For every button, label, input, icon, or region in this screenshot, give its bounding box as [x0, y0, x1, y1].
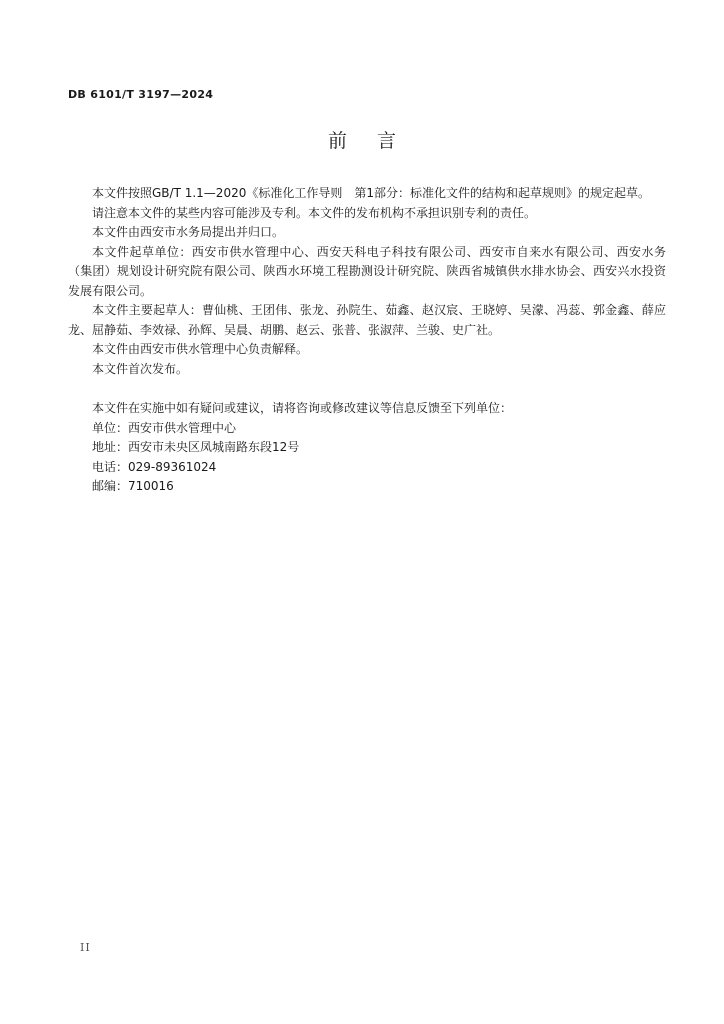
- paragraph-patent-notice: 请注意本文件的某些内容可能涉及专利。本文件的发布机构不承担识别专利的责任。: [92, 205, 537, 220]
- paragraph-interpretation: 本文件由西安市供水管理中心负责解释。: [92, 342, 309, 356]
- page-number: II: [80, 941, 91, 954]
- paragraph-proposer: 本文件由西安市水务局提出并归口。: [92, 225, 285, 239]
- contact-postcode: 邮编：710016: [92, 479, 174, 493]
- paragraph-drafters: 本文件主要起草人：曹仙桃、王团伟、张龙、孙院生、茹鑫、赵汉宸、王晓婷、吴濛、冯蕊、郭金鑫、薛应龙、屈静茹、李效禄、孙辉、吴晨、胡鹏、赵云、张普、张淑萍、兰骏、史广社。: [68, 303, 666, 337]
- contact-intro: 本文件在实施中如有疑问或建议，请将咨询或修改建议等信息反馈至下列单位：: [92, 401, 513, 415]
- contact-phone: 电话：029-89361024: [92, 459, 217, 474]
- document-id: DB 6101/T 3197—2024: [68, 88, 214, 101]
- page-title: 前言: [327, 130, 426, 152]
- paragraph-drafting-basis: 本文件按照GB/T 1.1—2020《标准化工作导则 第1部分：标准化文件的结构和起草规则》的规定起草。: [92, 186, 650, 200]
- spacer: [68, 379, 666, 399]
- contact-unit: 单位：西安市供水管理中心: [92, 420, 237, 435]
- paragraph-first-release: 本文件首次发布。: [92, 361, 189, 376]
- contact-address: 地址：西安市未央区凤城南路东段12号: [92, 440, 300, 454]
- paragraph-drafting-units: 本文件起草单位：西安市供水管理中心、西安天科电子科技有限公司、西安市自来水有限公司、西安水务（集团）规划设计研究院有限公司、陕西水环境工程勘测设计研究院、陕西省城镇供水排水协会、西安兴水投资发展有限公司。: [68, 244, 666, 298]
- document-body: [68, 184, 666, 497]
